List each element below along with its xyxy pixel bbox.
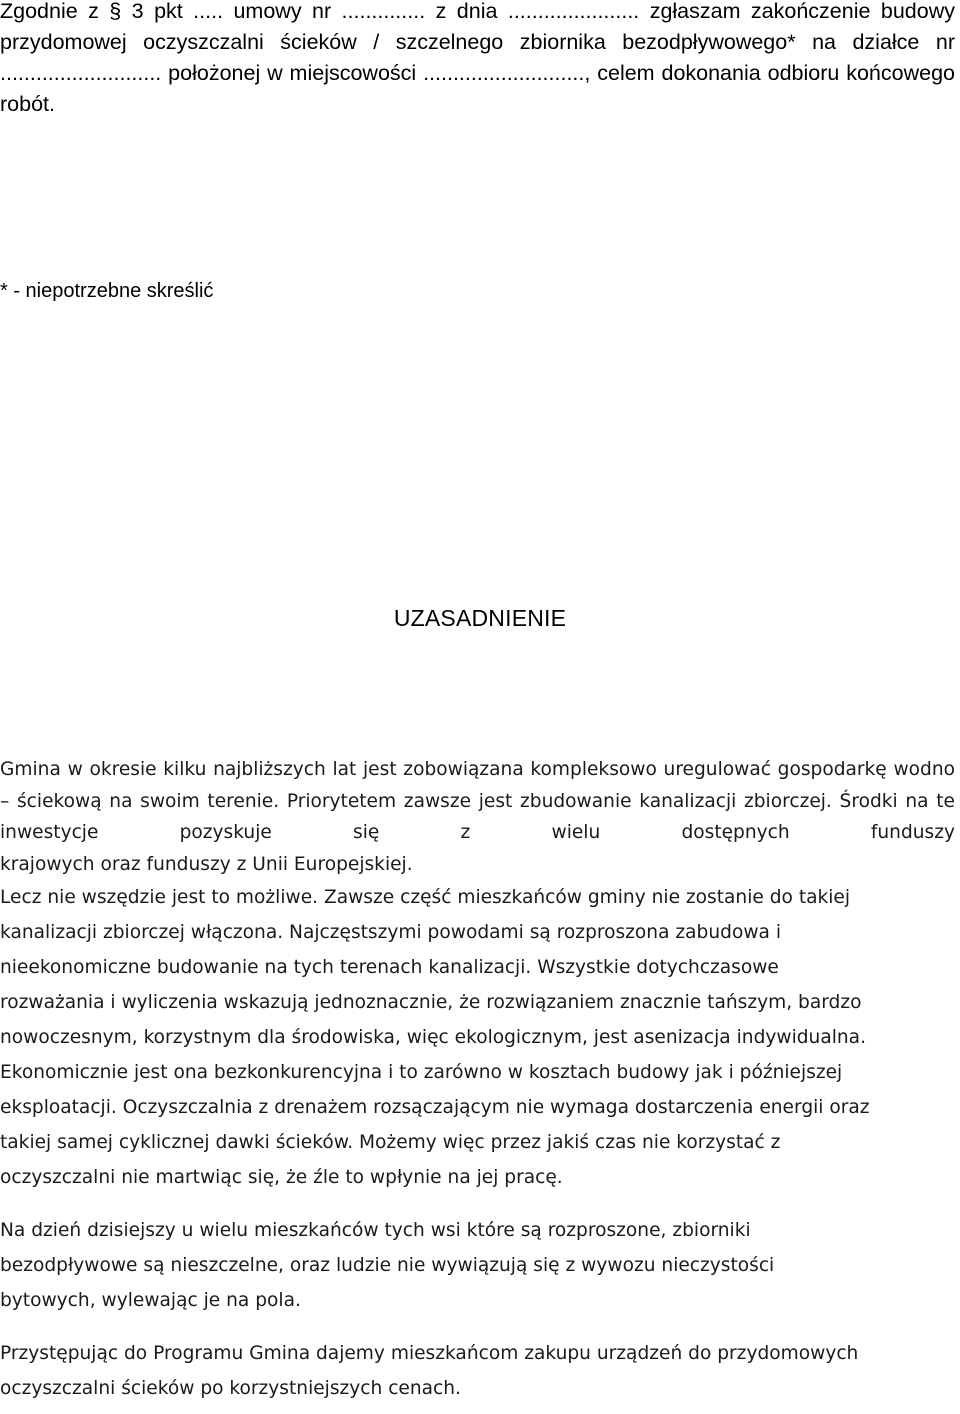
paragraph-2-line: takiej samej cyklicznej dawki ścieków. Możemy więc przez jakiś czas nie korzystać z [0, 1132, 781, 1153]
paragraph-2-line: nowoczesnym, korzystnym dla środowiska, więc ekologicznym, jest asenizacja indywidualna. [0, 1027, 866, 1048]
paragraph-2 [0, 880, 955, 1195]
paragraph-1-justified: Gmina w okresie kilku najbliższych lat jest zobowiązana kompleksowo uregulować gospodarkę wodno – ściekową na swoim terenie. Priorytetem zawsze jest zbudowanie kanalizacji zbiorczej. Środki na te inwestycje pozyskuje się z wielu dostępnych funduszy [0, 759, 955, 843]
paragraph-3-line: bytowych, wylewając je na pola. [0, 1290, 301, 1311]
paragraph-2-line: Lecz nie wszędzie jest to możliwe. Zawsze część mieszkańców gminy nie zostanie do takiej [0, 887, 851, 908]
paragraph-3 [0, 1213, 955, 1318]
paragraph-2-line: oczyszczalni nie martwiąc się, że źle to wpłynie na jej pracę. [0, 1167, 563, 1188]
footnote: * - niepotrzebne skreślić [0, 280, 214, 302]
paragraph-spacer [0, 1195, 955, 1213]
paragraph-2-line: kanalizacji zbiorczej włączona. Najczęstszymi powodami są rozproszona zabudowa i [0, 922, 781, 943]
section-heading: UZASADNIENIE [393, 605, 567, 631]
notification-text: Zgodnie z § 3 pkt ..... umowy nr .............. z dnia ...................... zgłaszam zakończenie budowy przydomowej oczyszczalni ścieków / szczelnego zbiornika bezodpływowego* na działce nr ........................... położonej w miejscowości ..........................., celem dokonania odbioru końcowego robót. [0, 0, 955, 116]
paragraph-1-last-line: krajowych oraz funduszy z Unii Europejskiej. [0, 853, 413, 875]
notification-statement [0, 0, 955, 120]
paragraph-4-line: oczyszczalni ścieków po korzystniejszych cenach. [0, 1378, 461, 1399]
paragraph-2-line: nieekonomiczne budowanie na tych terenach kanalizacji. Wszystkie dotychczasowe [0, 957, 779, 978]
paragraph-3-line: Na dzień dzisiejszy u wielu mieszkańców tych wsi które są rozproszone, zbiorniki [0, 1220, 751, 1241]
paragraph-2-line: eksploatacji. Oczyszczalnia z drenażem rozsączającym nie wymaga dostarczenia energii oraz [0, 1097, 870, 1118]
paragraph-2-line: Ekonomicznie jest ona bezkonkurencyjna i to zarówno w kosztach budowy jak i późniejszej [0, 1062, 843, 1083]
paragraph-4-line: Przystępując do Programu Gmina dajemy mieszkańcom zakupu urządzeń do przydomowych [0, 1343, 859, 1364]
justification-body [0, 754, 955, 1406]
paragraph-4 [0, 1336, 955, 1406]
paragraph-spacer [0, 1318, 955, 1336]
paragraph-2-line: rozważania i wyliczenia wskazują jednoznacznie, że rozwiązaniem znacznie tańszym, bardzo [0, 992, 862, 1013]
paragraph-3-line: bezodpływowe są nieszczelne, oraz ludzie nie wywiązują się z wywozu nieczystości [0, 1255, 775, 1276]
